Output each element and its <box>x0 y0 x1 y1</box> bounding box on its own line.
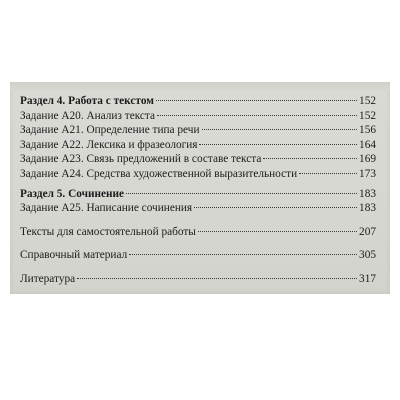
dot-leader <box>129 254 357 255</box>
spacer <box>20 239 376 248</box>
toc-section-5 <box>20 187 376 202</box>
toc-item <box>20 123 376 138</box>
toc-item <box>20 201 376 216</box>
dot-leader <box>263 158 357 159</box>
toc-item-label: Задание А21. Определение типа речи <box>20 124 200 137</box>
toc-page-number: 156 <box>359 124 376 137</box>
toc-page-number: 164 <box>359 138 376 151</box>
dot-leader <box>199 144 357 145</box>
dot-leader <box>299 173 357 174</box>
dot-leader <box>157 115 357 116</box>
toc-section-title: Раздел 5. Сочинение <box>20 187 125 200</box>
toc-item <box>20 167 376 182</box>
toc-extra-reference <box>20 248 376 263</box>
toc-item <box>20 138 376 153</box>
toc-item-label: Тексты для самостоятельной работы <box>20 225 196 238</box>
toc-page-number: 169 <box>359 153 376 166</box>
toc-extra-literature <box>20 272 376 287</box>
toc-page-number: 207 <box>359 225 376 238</box>
toc-page-number: 183 <box>359 202 376 215</box>
toc-section-title: Раздел 4. Работа с текстом <box>20 95 154 107</box>
toc-page-number: 305 <box>359 249 376 262</box>
toc-section-4 <box>20 94 376 109</box>
spacer <box>20 263 376 272</box>
toc-page-number: 183 <box>359 187 376 200</box>
toc-item-label: Задание А25. Написание сочинения <box>20 202 193 215</box>
toc-item-label: Задание А23. Связь предложений в составе текста <box>20 153 262 166</box>
toc-page-number: 317 <box>359 272 376 285</box>
toc-item-label: Задание А20. Анализ текста <box>20 109 156 122</box>
page-edge <box>10 82 390 92</box>
dot-leader <box>194 207 357 208</box>
toc-page-number: 152 <box>359 109 376 122</box>
toc-extra-texts <box>20 225 376 240</box>
table-of-contents <box>20 94 376 287</box>
toc-item <box>20 152 376 167</box>
toc-item-label: Справочный материал <box>20 249 128 262</box>
dot-leader <box>202 129 358 130</box>
toc-page-number: 173 <box>359 167 376 180</box>
toc-item <box>20 109 376 124</box>
toc-item-label: Литература <box>20 272 76 285</box>
dot-leader <box>198 231 357 232</box>
spacer <box>20 216 376 225</box>
dot-leader <box>156 100 357 101</box>
dot-leader <box>126 193 357 194</box>
toc-item-label: Задание А24. Средства художественной выразительности <box>20 167 298 180</box>
toc-page-number: 152 <box>359 95 376 107</box>
dot-leader <box>77 278 357 279</box>
toc-item-label: Задание А22. Лексика и фразеология <box>20 138 198 151</box>
